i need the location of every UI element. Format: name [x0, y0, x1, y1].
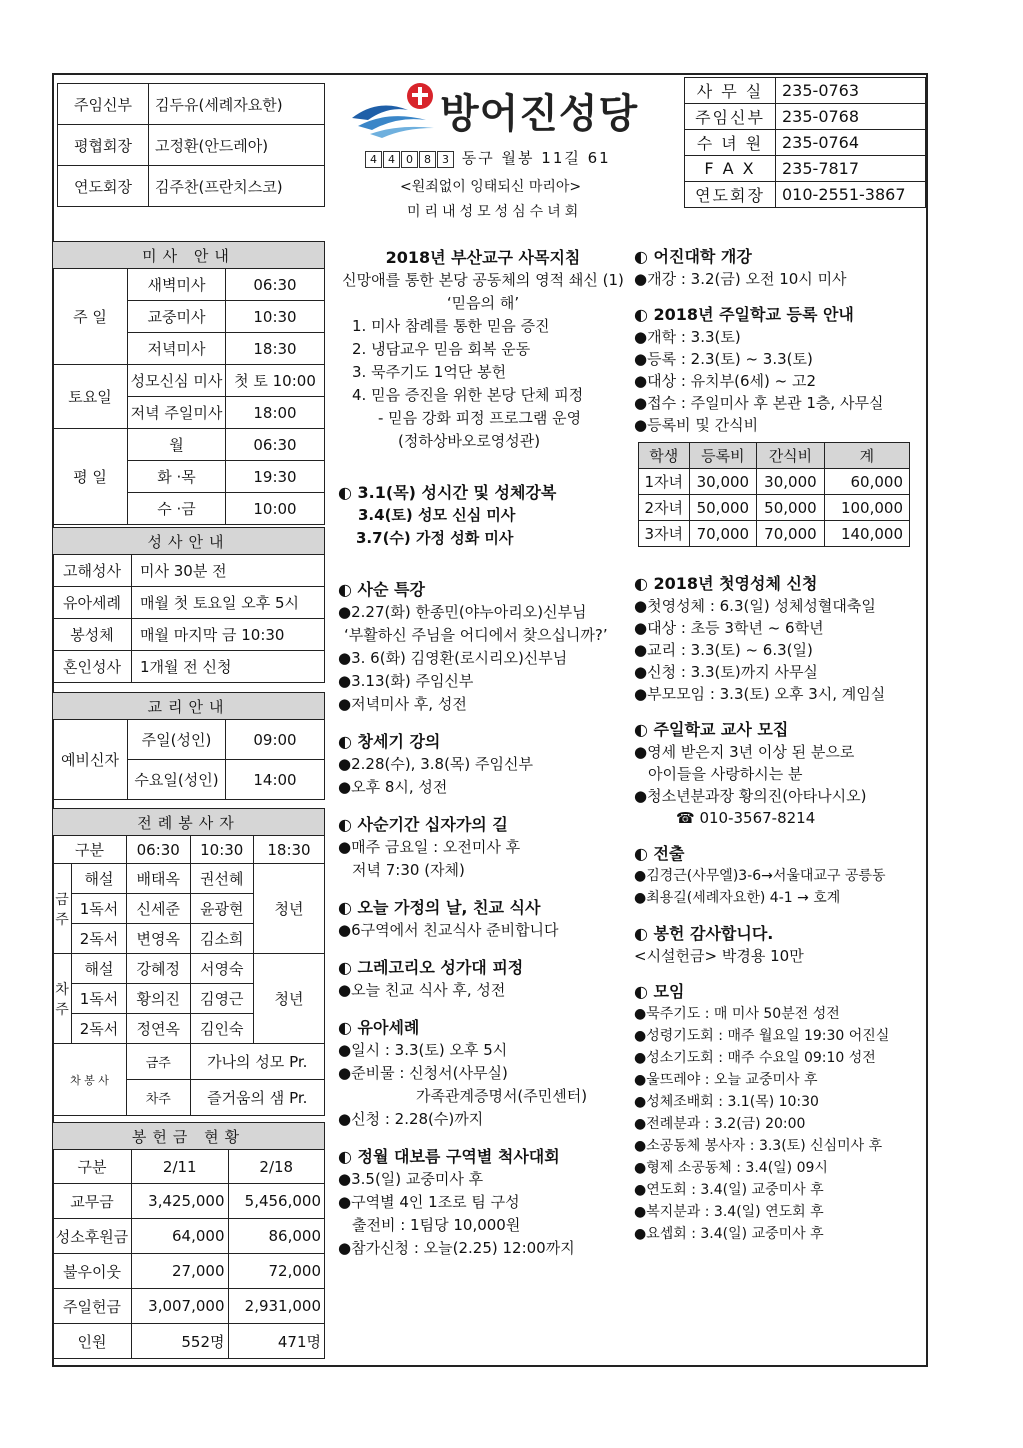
school-item: ●접수 : 주일미사 후 본관 1층, 사무실 [634, 394, 884, 412]
meeting-item: ●복지분과 : 3.4(일) 연도회 후 [634, 1204, 824, 1220]
amount: 552명 [132, 1324, 229, 1359]
teacher-item: ☎ 010-3567-8214 [676, 809, 816, 827]
policy-title: 2018년 부산교구 사목지침 [385, 248, 581, 267]
column-header: 2/18 [228, 1150, 325, 1184]
meeting-item: ●울뜨레야 : 오늘 교중미사 후 [634, 1072, 818, 1088]
evening-server: 청년 [254, 954, 325, 1044]
mass-name: 성모신심 미사 [128, 365, 226, 397]
contact-label: 주임신부 [685, 104, 776, 130]
column-header: 학생 [639, 443, 690, 469]
meeting-item: ●성소기도회 : 매주 수요일 09:10 성전 [634, 1050, 876, 1066]
column-header: 10:30 [190, 836, 254, 864]
univ-item: ●개강 : 3.2(금) 오전 10시 미사 [634, 270, 847, 288]
teacher-item: ●청소년분과장 황의진(아타나시오) [634, 787, 867, 805]
communion-heading: ◐ 2018년 첫영성체 신청 [634, 574, 818, 593]
mass-table [52, 241, 325, 525]
staff-role: 주임신부 [58, 84, 149, 125]
section-title: 미사 안내 [53, 242, 325, 269]
baptism-item: ●신청 : 2.28(수)까지 [338, 1110, 484, 1128]
fee-cell: 1자녀 [639, 469, 690, 495]
yut-item: ●3.5(일) 교중미사 후 [338, 1170, 484, 1188]
policy-subtitle: 신망애를 통한 본당 공동체의 영적 쇄신 (1) [342, 271, 624, 289]
server-name: 변영옥 [127, 924, 191, 954]
contact-label: 연도회장 [685, 182, 776, 208]
amount: 5,456,000 [228, 1184, 325, 1219]
baptism-item: ●일시 : 3.3(토) 오후 5시 [338, 1041, 508, 1059]
fee-cell: 30,000 [757, 469, 825, 495]
cross-item: ●매주 금요일 : 오전미사 후 [338, 838, 521, 856]
doctrine-label: 예비신자 [53, 720, 128, 800]
school-heading: ◐ 2018년 주일학교 등록 안내 [634, 305, 854, 324]
sacrament-info: 1개월 전 신청 [132, 651, 325, 683]
amount: 72,000 [228, 1254, 325, 1289]
contact-number: 235-0763 [776, 78, 926, 104]
gregorio-item: ●오늘 친교 식사 후, 성전 [338, 981, 506, 999]
fee-cell: 30,000 [689, 469, 757, 495]
role: 해설 [72, 864, 127, 894]
fee-cell: 2자녀 [639, 495, 690, 521]
meeting-item: ●연도회 : 3.4(일) 교중미사 후 [634, 1182, 824, 1198]
communion-item: ●교리 : 3.3(토) ~ 6.3(일) [634, 641, 813, 659]
postal-digit: 4 [383, 151, 400, 168]
choir-name: 가나의 성모 Pr. [190, 1044, 325, 1080]
mass-time: 10:00 [226, 493, 325, 525]
policy-item: - 믿음 강화 피정 프로그램 운영 [378, 409, 582, 427]
lent-item: ●3.13(화) 주임신부 [338, 672, 474, 690]
meeting-item: ●소공동체 봉사자 : 3.3(토) 신심미사 후 [634, 1138, 883, 1154]
fee-cell: 70,000 [757, 521, 825, 547]
contact-label: 수 녀 원 [685, 130, 776, 156]
lent-item: ●3. 6(화) 김영환(로시리오)신부님 [338, 649, 568, 667]
gregorio-heading: ◐ 그레고리오 성가대 피정 [338, 958, 524, 977]
choir-label: 차 봉 사 [53, 1044, 127, 1116]
street-address: 동구 월봉 11길 61 [461, 149, 611, 167]
event-item: 3.4(토) 성모 신심 미사 [358, 506, 516, 524]
univ-heading: ◐ 어진대학 개강 [634, 247, 752, 266]
class-name: 수요일(성인) [128, 760, 226, 800]
mass-time: 19:30 [226, 461, 325, 493]
amount: 3,425,000 [132, 1184, 229, 1219]
column-header: 등록비 [689, 443, 757, 469]
meeting-item: ●성체조배회 : 3.1(목) 10:30 [634, 1094, 819, 1110]
sacrament-table [52, 527, 325, 683]
yut-item: ●참가신청 : 오늘(2.25) 12:00까지 [338, 1239, 575, 1257]
server-name: 강혜정 [127, 954, 191, 984]
mass-time: 첫 토 10:00 [226, 365, 325, 397]
fee-cell: 60,000 [824, 469, 909, 495]
class-name: 주일(성인) [128, 720, 226, 760]
server-name: 황의진 [127, 984, 191, 1014]
school-item: ●등록비 및 간식비 [634, 416, 759, 434]
postal-digit: 0 [401, 151, 418, 168]
school-item: ●등록 : 2.3(토) ~ 3.3(토) [634, 350, 813, 368]
server-name: 정연옥 [127, 1014, 191, 1044]
server-name: 권선혜 [190, 864, 254, 894]
meeting-item: ●전례분과 : 3.2(금) 20:00 [634, 1116, 806, 1132]
cross-heading: ◐ 사순기간 십자가의 길 [338, 815, 508, 834]
day-label: 평 일 [53, 429, 128, 525]
lent-item: ‘부활하신 주님을 어디에서 찾으십니까?’ [344, 626, 608, 644]
choir-week: 차주 [127, 1080, 191, 1116]
choir-name: 즐거움의 샘 Pr. [190, 1080, 325, 1116]
teacher-item: ●영세 받은지 3년 이상 된 분으로 [634, 743, 855, 761]
transfer-heading: ◐ 전출 [634, 844, 685, 863]
yut-heading: ◐ 정월 대보름 구역별 척사대회 [338, 1147, 560, 1166]
contact-label: F A X [685, 156, 776, 182]
policy-item: 4. 믿음 증진을 위한 본당 단체 피정 [352, 386, 584, 404]
offering-type: 주일헌금 [53, 1289, 132, 1324]
mass-name: 새벽미사 [128, 269, 226, 301]
genesis-heading: ◐ 창세기 강의 [338, 732, 441, 751]
column-header: 18:30 [254, 836, 325, 864]
amount: 2,931,000 [228, 1289, 325, 1324]
staff-name: 고정환(안드레아) [149, 125, 325, 166]
server-name: 김소희 [190, 924, 254, 954]
role: 2독서 [72, 1014, 127, 1044]
sacrament-name: 유아세례 [53, 587, 132, 619]
policy-item: 2. 냉담교우 믿음 회복 운동 [352, 340, 531, 358]
fee-cell: 3자녀 [639, 521, 690, 547]
mass-name: 교중미사 [128, 301, 226, 333]
meeting-heading: ◐ 모임 [634, 982, 685, 1001]
sacrament-name: 봉성체 [53, 619, 132, 651]
amount: 3,007,000 [132, 1289, 229, 1324]
postal-digit: 8 [419, 151, 436, 168]
policy-item: 1. 미사 참례를 통한 믿음 증진 [352, 317, 550, 335]
mass-name: 저녁미사 [128, 333, 226, 365]
class-time: 14:00 [226, 760, 325, 800]
cross-item: 저녁 7:30 (자체) [352, 861, 465, 879]
fee-cell: 70,000 [689, 521, 757, 547]
lent-heading: ◐ 사순 특강 [338, 580, 425, 599]
contact-number: 235-7817 [776, 156, 926, 182]
staff-name: 김주찬(프란치스코) [149, 166, 325, 207]
sacrament-name: 혼인성사 [53, 651, 132, 683]
amount: 64,000 [132, 1219, 229, 1254]
contact-number: 235-0764 [776, 130, 926, 156]
choir-week: 금주 [127, 1044, 191, 1080]
mass-name: 수 ·금 [128, 493, 226, 525]
staff-table [57, 83, 325, 207]
baptism-heading: ◐ 유아세례 [338, 1018, 420, 1037]
dedication: <원죄없이 잉태되신 마리아> [400, 179, 582, 195]
teacher-heading: ◐ 주일학교 교사 모집 [634, 720, 789, 739]
communion-item: ●신청 : 3.3(토)까지 사무실 [634, 663, 818, 681]
contact-number: 010-2551-3867 [776, 182, 926, 208]
amount: 86,000 [228, 1219, 325, 1254]
communion-item: ●대상 : 초등 3학년 ~ 6학년 [634, 619, 824, 637]
mass-time: 06:30 [226, 429, 325, 461]
day-label: 토요일 [53, 365, 128, 429]
mass-name: 화 ·목 [128, 461, 226, 493]
staff-role: 연도회장 [58, 166, 149, 207]
week-label: 금주 [53, 864, 72, 954]
offering-type: 성소후원금 [53, 1219, 132, 1254]
contact-label: 사 무 실 [685, 78, 776, 104]
policy-item: (정하상바오로영성관) [398, 432, 541, 450]
meeting-item: ●요셉회 : 3.4(일) 교중미사 후 [634, 1226, 824, 1242]
contact-number: 235-0768 [776, 104, 926, 130]
offering-type: 인원 [53, 1324, 132, 1359]
amount: 27,000 [132, 1254, 229, 1289]
sacrament-name: 고해성사 [53, 555, 132, 587]
column-header: 간식비 [757, 443, 825, 469]
mass-time: 18:00 [226, 397, 325, 429]
role: 2독서 [72, 924, 127, 954]
mass-name: 저녁 주일미사 [128, 397, 226, 429]
postal-digit: 3 [437, 151, 454, 168]
section-title: 교리안내 [53, 693, 325, 720]
mass-time: 10:30 [226, 301, 325, 333]
lent-item: ●2.27(화) 한종민(야누아리오)신부님 [338, 603, 587, 621]
role: 해설 [72, 954, 127, 984]
offering-type: 불우이웃 [53, 1254, 132, 1289]
convent: 미리내성모성심수녀회 [407, 204, 583, 220]
server-name: 김인숙 [190, 1014, 254, 1044]
communion-item: ●첫영성체 : 6.3(일) 성체성혈대축일 [634, 597, 876, 615]
meeting-item: ●성령기도회 : 매주 월요일 19:30 어진실 [634, 1028, 890, 1044]
doctrine-table [52, 692, 325, 800]
offering-table [52, 1122, 325, 1359]
family-item: ●6구역에서 친교식사 준비합니다 [338, 921, 559, 939]
server-name: 신세준 [127, 894, 191, 924]
parish-logo-icon [348, 80, 440, 138]
offering-type: 교무금 [53, 1184, 132, 1219]
middle-column [338, 246, 628, 1260]
school-item: ●개학 : 3.3(토) [634, 328, 741, 346]
fee-cell: 140,000 [824, 521, 909, 547]
server-name: 배태옥 [127, 864, 191, 894]
meeting-item: ●형제 소공동체 : 3.4(일) 09시 [634, 1160, 828, 1176]
parish-name: 방어진성당 [440, 91, 639, 137]
section-title: 전례봉사자 [53, 809, 325, 836]
genesis-item: ●2.28(수), 3.8(목) 주임신부 [338, 755, 533, 773]
policy-year: ‘믿음의 해’ [446, 294, 520, 312]
section-title: 봉헌금 현황 [53, 1123, 325, 1150]
class-time: 09:00 [226, 720, 325, 760]
baptism-item: 가족관계증명서(주민센터) [416, 1087, 588, 1105]
thanks-item: <시설헌금> 박경용 10만 [634, 947, 804, 965]
communion-item: ●부모모임 : 3.3(토) 오후 3시, 계임실 [634, 685, 886, 703]
column-header: 2/11 [132, 1150, 229, 1184]
yut-item: ●구역별 4인 1조로 팀 구성 [338, 1193, 520, 1211]
policy-item: 3. 묵주기도 1억단 봉헌 [352, 363, 507, 381]
baptism-item: ●준비물 : 신청서(사무실) [338, 1064, 508, 1082]
school-item: ●대상 : 유치부(6세) ~ 고2 [634, 372, 817, 390]
sacrament-info: 매월 마지막 금 10:30 [132, 619, 325, 651]
column-header: 06:30 [127, 836, 191, 864]
lent-item: ●저녁미사 후, 성전 [338, 695, 467, 713]
event-item: 3.7(수) 가정 성화 미사 [356, 529, 514, 547]
contacts-table [684, 77, 926, 208]
right-column [634, 246, 914, 1245]
family-heading: ◐ 오늘 가정의 날, 친교 식사 [338, 898, 541, 917]
staff-role: 평협회장 [58, 125, 149, 166]
evening-server: 청년 [254, 864, 325, 954]
sacrament-info: 미사 30분 전 [132, 555, 325, 587]
column-header: 구분 [53, 1150, 132, 1184]
fee-cell: 50,000 [757, 495, 825, 521]
section-title: 성사안내 [53, 528, 325, 555]
server-name: 서영숙 [190, 954, 254, 984]
staff-name: 김두유(세례자요한) [149, 84, 325, 125]
address [365, 147, 611, 168]
genesis-item: ●오후 8시, 성전 [338, 778, 448, 796]
teacher-item: 아이들을 사랑하시는 분 [648, 765, 803, 783]
meeting-item: ●묵주기도 : 매 미사 50분전 성전 [634, 1006, 840, 1022]
servers-table [52, 808, 325, 1116]
role: 1독서 [72, 894, 127, 924]
mass-time: 18:30 [226, 333, 325, 365]
role: 1독서 [72, 984, 127, 1014]
event-heading: ◐ 3.1(목) 성시간 및 성체강복 [338, 483, 557, 502]
yut-item: 출전비 : 1팀당 10,000원 [352, 1216, 521, 1234]
thanks-heading: ◐ 봉헌 감사합니다. [634, 924, 774, 943]
postal-digit: 4 [365, 151, 382, 168]
fee-cell: 50,000 [689, 495, 757, 521]
fee-cell: 100,000 [824, 495, 909, 521]
transfer-item: ●최용길(세례자요한) 4-1 → 호계 [634, 890, 841, 906]
mass-name: 월 [128, 429, 226, 461]
mass-time: 06:30 [226, 269, 325, 301]
transfer-item: ●김경근(사무엘)3-6→서울대교구 공릉동 [634, 868, 886, 884]
day-label: 주 일 [53, 269, 128, 365]
column-header: 구분 [53, 836, 127, 864]
server-name: 김영근 [190, 984, 254, 1014]
sacrament-info: 매월 첫 토요일 오후 5시 [132, 587, 325, 619]
column-header: 계 [824, 443, 909, 469]
server-name: 윤광현 [190, 894, 254, 924]
amount: 471명 [228, 1324, 325, 1359]
week-label: 차주 [53, 954, 72, 1044]
fee-table [638, 442, 910, 547]
